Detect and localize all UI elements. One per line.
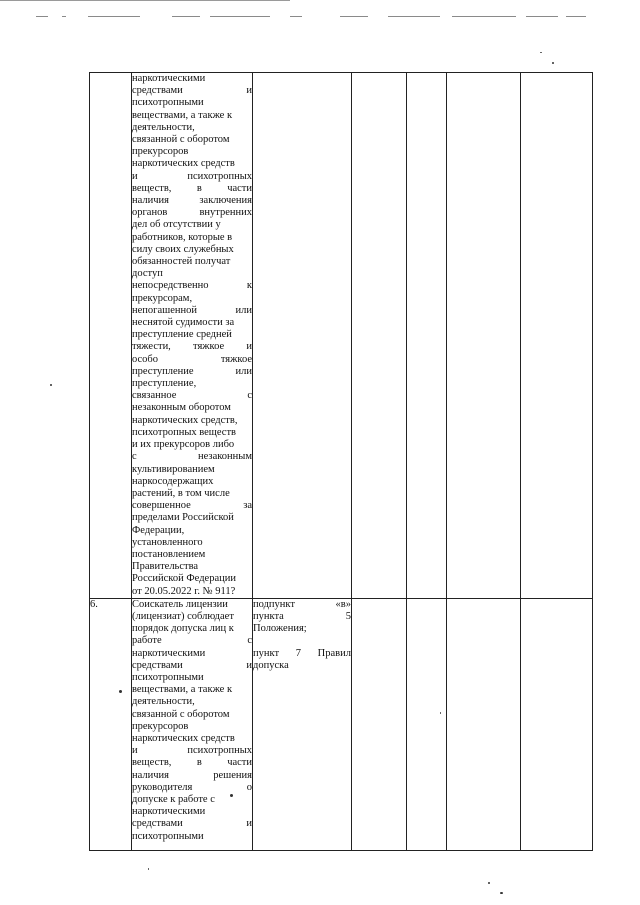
empty-cell xyxy=(407,598,447,850)
requirement-description xyxy=(132,73,253,599)
text-line xyxy=(132,183,252,195)
word: заключения xyxy=(199,195,252,207)
text-line xyxy=(132,244,252,256)
word: связанное xyxy=(132,390,177,402)
word: в xyxy=(196,182,202,194)
text-line xyxy=(132,512,252,524)
word: органов xyxy=(132,207,168,219)
text-line xyxy=(132,451,252,463)
word: преступление средней xyxy=(132,329,232,341)
scan-speck xyxy=(50,384,52,386)
text-line xyxy=(253,648,351,660)
empty-cell xyxy=(521,73,593,599)
word: связанной с оборотом xyxy=(132,708,230,720)
text-line: деятельности, xyxy=(132,121,195,133)
text-line xyxy=(132,341,252,353)
word: непогашенной xyxy=(132,304,197,316)
text-line: прекурсоров xyxy=(132,720,189,732)
text-line xyxy=(132,709,252,721)
text-line xyxy=(132,611,252,623)
text-line xyxy=(132,134,252,146)
scan-dash xyxy=(452,16,516,17)
empty-cell xyxy=(521,598,593,850)
requirement-description xyxy=(132,598,253,850)
word: и их прекурсоров либо xyxy=(132,439,235,451)
text-line: культивированием xyxy=(132,463,215,475)
word: связанной с оборотом xyxy=(132,134,230,146)
text-line xyxy=(132,770,252,782)
word: и xyxy=(246,85,252,97)
scan-dash xyxy=(210,16,270,17)
text-line xyxy=(132,195,252,207)
text-line xyxy=(132,390,252,402)
word: и xyxy=(132,170,138,182)
word: 7 xyxy=(295,647,301,659)
requirements-table xyxy=(89,72,593,851)
legal-reference xyxy=(253,73,352,599)
word: с xyxy=(247,390,252,402)
table-row xyxy=(90,598,593,850)
word: силу своих служебных xyxy=(132,243,234,255)
word: работников, которые в xyxy=(132,231,233,243)
word: от 20.05.2022 г. № 911? xyxy=(132,585,236,597)
text-line xyxy=(132,171,252,183)
text-line xyxy=(132,488,252,500)
word: пределами Российской xyxy=(132,512,234,524)
word: совершенное xyxy=(132,500,191,512)
word: 5 xyxy=(345,610,351,622)
word: «в» xyxy=(335,598,351,610)
text-line xyxy=(132,500,252,512)
word: средствами xyxy=(132,818,183,830)
text-line: прекурсоров xyxy=(132,146,189,158)
text-line xyxy=(132,818,252,830)
text-line xyxy=(132,733,252,745)
word: решения xyxy=(213,769,252,781)
text-line: Федерации, xyxy=(132,524,185,536)
text-line xyxy=(132,660,252,672)
text-line xyxy=(132,305,252,317)
word: работе xyxy=(132,635,162,647)
text-line xyxy=(132,207,252,219)
text-line: постановлением xyxy=(132,548,206,560)
text-line xyxy=(132,794,252,806)
word: тяжкое xyxy=(220,353,252,365)
word: растений, в том числе xyxy=(132,487,230,499)
row-number: 6. xyxy=(90,598,132,850)
word: незаконным xyxy=(198,451,252,463)
scan-dash xyxy=(526,16,558,17)
text-line xyxy=(132,684,252,696)
empty-cell xyxy=(447,598,521,850)
scan-speck xyxy=(148,868,149,870)
text-line: деятельности, xyxy=(132,696,195,708)
word: (лицензиат) соблюдает xyxy=(132,610,234,622)
text-line xyxy=(132,280,252,292)
table-row xyxy=(90,73,593,599)
word: Российской Федерации xyxy=(132,573,236,585)
word: Правил xyxy=(317,647,351,659)
text-line xyxy=(132,757,252,769)
text-line xyxy=(132,354,252,366)
word: или xyxy=(235,365,252,377)
word: тяжести, xyxy=(132,341,171,353)
empty-cell xyxy=(447,73,521,599)
word: наркотических средств, xyxy=(132,414,238,426)
word: веществ, xyxy=(132,757,172,769)
scan-speck xyxy=(500,892,503,894)
word: наличия xyxy=(132,195,169,207)
text-line: психотропными xyxy=(132,97,204,109)
text-line xyxy=(132,317,252,329)
word: с xyxy=(247,635,252,647)
scan-dash xyxy=(36,16,48,17)
text-line: доступ xyxy=(132,268,163,280)
word: веществами, а также к xyxy=(132,684,233,696)
text-line xyxy=(253,635,351,647)
word: и xyxy=(246,659,252,671)
word: психотропных веществ xyxy=(132,426,237,438)
text-line xyxy=(132,635,252,647)
word: части xyxy=(227,182,252,194)
text-line: установленного xyxy=(132,536,203,548)
text-line xyxy=(132,232,252,244)
text-line xyxy=(132,219,252,231)
scan-dash xyxy=(566,16,586,17)
scan-speck xyxy=(552,62,554,64)
legal-reference xyxy=(253,598,352,850)
word: наркотических средств xyxy=(132,158,235,170)
text-line xyxy=(132,745,252,757)
word: веществ, xyxy=(132,182,172,194)
word: средствами xyxy=(132,85,183,97)
scan-dash xyxy=(388,16,440,17)
word: особо xyxy=(132,353,159,365)
text-line: наркосодержащих xyxy=(132,475,214,487)
text-line xyxy=(132,586,252,598)
word: психотропных xyxy=(187,170,252,182)
scan-top-line xyxy=(0,0,290,1)
word: за xyxy=(243,500,252,512)
scan-dash xyxy=(88,16,140,17)
word: подпункт xyxy=(253,598,295,610)
word: тяжкое xyxy=(193,341,225,353)
text-line: Положения; xyxy=(253,623,307,635)
text-line xyxy=(132,366,252,378)
empty-cell xyxy=(352,73,407,599)
text-line xyxy=(132,439,252,451)
text-line xyxy=(132,85,252,97)
word: веществами, а также к xyxy=(132,109,233,121)
word: части xyxy=(227,757,252,769)
word: или xyxy=(235,304,252,316)
text-line xyxy=(253,611,351,623)
word: и xyxy=(132,745,138,757)
word: с xyxy=(132,451,137,463)
word: к xyxy=(246,280,252,292)
word: средствами xyxy=(132,659,183,671)
word: психотропных xyxy=(187,745,252,757)
text-line xyxy=(132,427,252,439)
empty-cell xyxy=(407,73,447,599)
text-line: наркотическими xyxy=(132,73,206,84)
text-line: наркотическими xyxy=(132,806,206,818)
text-line xyxy=(132,623,252,635)
word: пункта xyxy=(253,610,284,622)
text-line: допуска xyxy=(253,659,289,671)
text-line xyxy=(132,415,252,427)
text-line: наркотическими xyxy=(132,647,206,659)
scan-dash xyxy=(62,16,66,17)
word: руководителя xyxy=(132,781,193,793)
word: незаконным оборотом xyxy=(132,402,231,414)
text-line xyxy=(132,329,252,341)
text-line xyxy=(253,599,351,611)
text-line xyxy=(132,402,252,414)
word: непосредственно xyxy=(132,280,209,292)
text-line xyxy=(132,782,252,794)
word: преступление xyxy=(132,365,194,377)
word: и xyxy=(246,818,252,830)
text-line: Правительства xyxy=(132,561,199,573)
scan-dash xyxy=(340,16,368,17)
scan-speck xyxy=(488,882,490,884)
word: неснятой судимости за xyxy=(132,317,235,329)
text-line xyxy=(132,599,252,611)
scan-speck xyxy=(540,52,542,53)
text-line xyxy=(132,110,252,122)
text-line xyxy=(132,158,252,170)
word: дел об отсутствии у xyxy=(132,219,221,231)
scan-dash xyxy=(172,16,200,17)
empty-cell xyxy=(352,598,407,850)
text-line xyxy=(132,573,252,585)
text-line xyxy=(132,256,252,268)
word: Соискатель лицензии xyxy=(132,598,228,610)
word: пункт xyxy=(253,647,280,659)
scan-dash xyxy=(290,16,302,17)
text-line: психотропными xyxy=(132,830,204,842)
word: в xyxy=(196,757,202,769)
row-number xyxy=(90,73,132,599)
text-line: преступление, xyxy=(132,378,197,390)
word: о xyxy=(246,781,252,793)
word: наркотических средств xyxy=(132,732,235,744)
word: и xyxy=(246,341,252,353)
text-line: прекурсорам, xyxy=(132,292,193,304)
word: наличия xyxy=(132,769,169,781)
text-line: психотропными xyxy=(132,671,204,683)
word: допуске к работе с xyxy=(132,793,215,805)
word: порядок допуска лиц к xyxy=(132,623,234,635)
word: обязанностей получат xyxy=(132,256,231,268)
word: внутренних xyxy=(199,207,252,219)
